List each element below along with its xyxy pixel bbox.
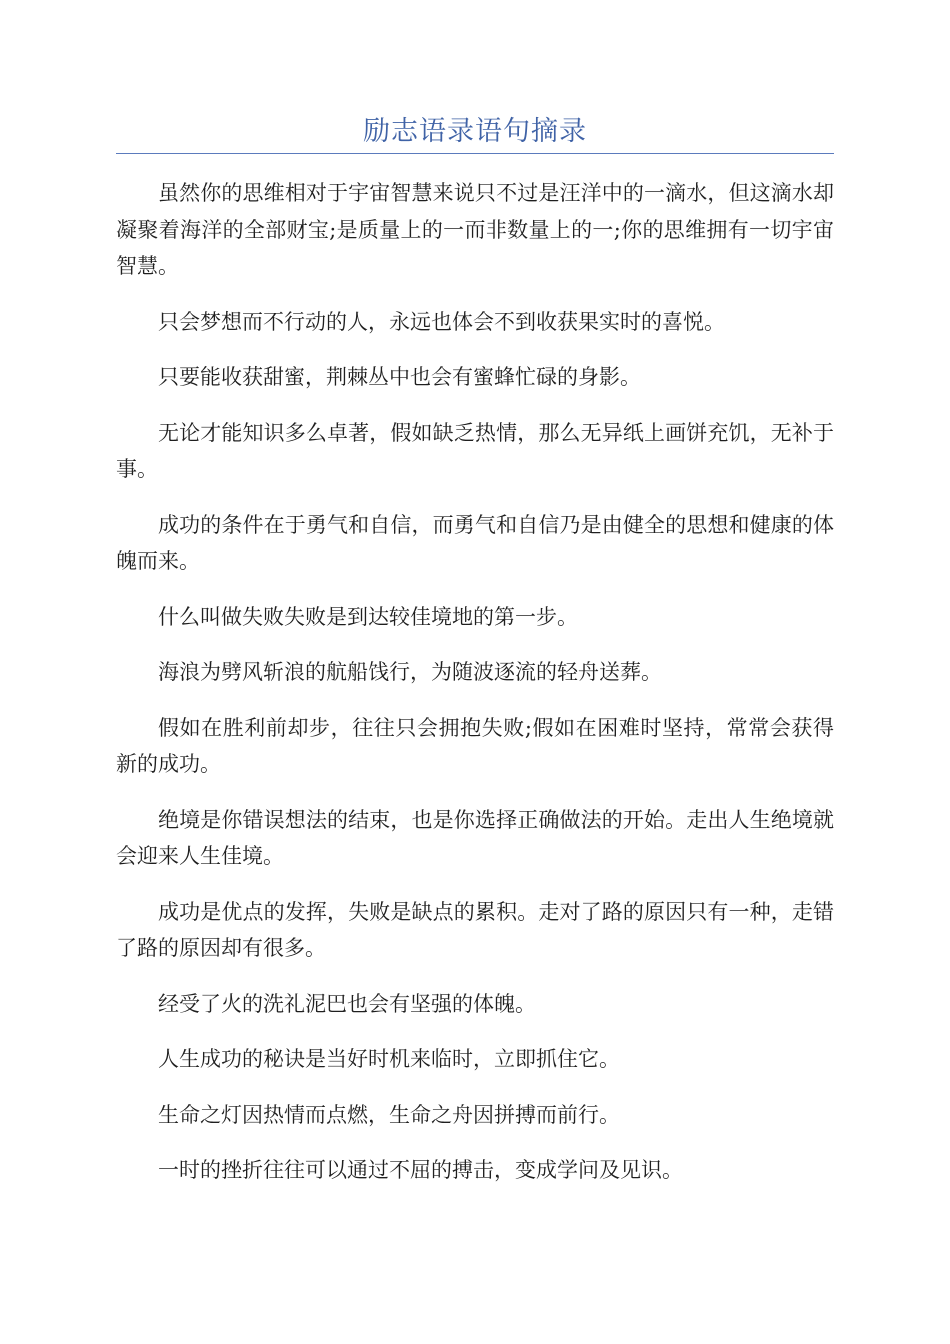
paragraph: 只要能收获甜蜜，荆棘丛中也会有蜜蜂忙碌的身影。 [158,365,641,389]
paragraph: 假如在胜利前却步，往往只会拥抱失败;假如在困难时坚持，常常会获得新的成功。 [116,715,834,776]
paragraph: 无论才能知识多么卓著，假如缺乏热情，那么无异纸上画饼充饥，无补于事。 [116,420,834,481]
paragraph: 虽然你的思维相对于宇宙智慧来说只不过是汪洋中的一滴水，但这滴水却凝聚着海洋的全部财宝;是质量上的一而非数量上的一;你的思维拥有一切宇宙智慧。 [116,181,834,278]
paragraph: 生命之灯因热情而点燃，生命之舟因拼搏而前行。 [158,1102,620,1127]
paragraph: 人生成功的秘诀是当好时机来临时，立即抓住它。 [158,1047,620,1071]
paragraph: 海浪为劈风斩浪的航船饯行，为随波逐流的轻舟送葬。 [158,660,662,684]
paragraph: 一时的挫折往往可以通过不屈的搏击，变成学问及见识。 [158,1158,683,1182]
paragraph: 什么叫做失败失败是到达较佳境地的第一步。 [158,604,578,629]
title-underline [116,153,834,154]
document-body [116,175,834,1208]
paragraph: 只会梦想而不行动的人，永远也体会不到收获果实时的喜悦。 [158,309,725,334]
document-title: 励志语录语句摘录 [363,116,587,147]
paragraph: 绝境是你错误想法的结束，也是你选择正确做法的开始。走出人生绝境就会迎来人生佳境。 [116,807,834,868]
paragraph: 经受了火的洗礼泥巴也会有坚强的体魄。 [158,991,536,1016]
paragraph: 成功的条件在于勇气和自信，而勇气和自信乃是由健全的思想和健康的体魄而来。 [116,512,834,573]
paragraph: 成功是优点的发挥，失败是缺点的累积。走对了路的原因只有一种，走错了路的原因却有很多。 [116,899,834,960]
